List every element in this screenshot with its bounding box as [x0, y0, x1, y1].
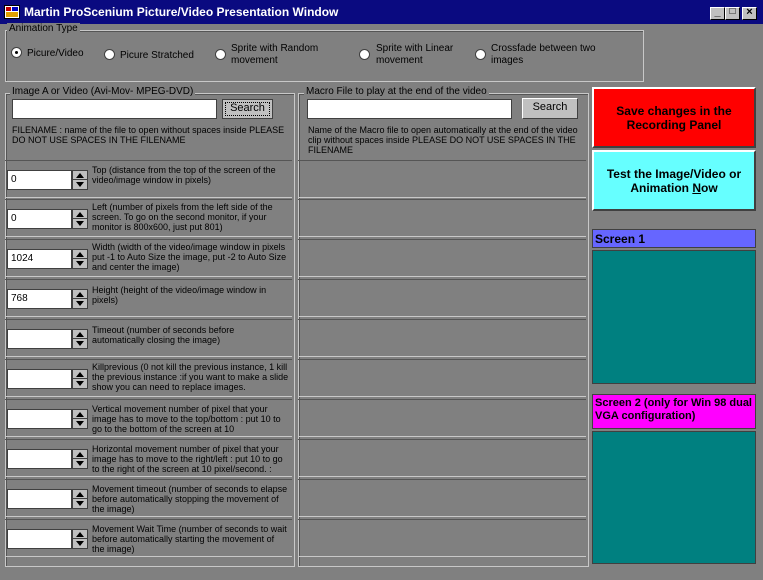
- test-now-button[interactable]: [592, 150, 756, 211]
- field-row-movement-wait: [5, 519, 292, 557]
- vertical-spinner[interactable]: [72, 409, 88, 429]
- top-spinner[interactable]: [72, 170, 88, 190]
- screen1-title: Screen 1: [595, 232, 646, 246]
- macro-search-button[interactable]: Search: [522, 98, 578, 119]
- spin-up-icon: [76, 173, 84, 178]
- close-button[interactable]: [742, 7, 757, 20]
- movement-timeout-input[interactable]: [7, 489, 72, 509]
- save-changes-button[interactable]: [592, 87, 756, 148]
- vertical-input[interactable]: [7, 409, 72, 429]
- movement-wait-spinner[interactable]: [72, 529, 88, 549]
- movement-timeout-spinner[interactable]: [72, 489, 88, 509]
- spin-down-icon: [76, 341, 84, 346]
- spin-up-icon: [76, 372, 84, 377]
- image-a-note: FILENAME : name of the file to open without spaces inside PLEASE DO NOT USE SPACES IN THE FILENAME: [12, 125, 285, 145]
- image-a-filename-input[interactable]: [12, 99, 217, 119]
- macro-row: [298, 199, 586, 237]
- spin-down-icon: [76, 501, 84, 506]
- spin-up-icon: [76, 252, 84, 257]
- field-row-movement-timeout: [5, 479, 292, 517]
- spin-up-icon: [76, 452, 84, 457]
- window-title: Martin ProScenium Picture/Video Presentation Window: [24, 5, 339, 19]
- screen2-header: [592, 394, 756, 429]
- field-row-width: [5, 239, 292, 277]
- spin-down-icon: [76, 301, 84, 306]
- killprevious-spinner[interactable]: [72, 369, 88, 389]
- movement-wait-desc: Movement Wait Time (number of seconds to wait before automatically starting the movement of the image): [92, 524, 287, 554]
- left-desc: Left (number of pixels from the left side of the screen. To go on the second monitor, if your monitor is 800x600, just put 801): [92, 202, 273, 232]
- radio-crossfade-label[interactable]: Crossfade between two images: [491, 43, 596, 66]
- movement-timeout-desc: Movement timeout (number of seconds to elapse before automatically stopping the movement of the image): [92, 484, 288, 514]
- save-changes-label: Save changes in the Recording Panel: [616, 104, 732, 132]
- width-spinner[interactable]: [72, 249, 88, 269]
- image-a-legend: Image A or Video (Avi-Mov- MPEG-DVD): [12, 86, 194, 97]
- timeout-desc: Timeout (number of seconds before automatically closing the image): [92, 325, 235, 345]
- macro-row: [298, 359, 586, 397]
- macro-row: [298, 439, 586, 477]
- radio-sprite-random-label[interactable]: Sprite with Random movement: [231, 43, 319, 66]
- radio-sprite-linear-label[interactable]: Sprite with Linear movement: [376, 43, 454, 66]
- killprevious-desc: Killprevious (0 not kill the previous instance, 1 kill the previous instance :if you want to make a slide show you can need to replace images.: [92, 362, 289, 392]
- app-icon[interactable]: [4, 5, 20, 19]
- spin-down-icon: [76, 461, 84, 466]
- spin-up-icon: [76, 492, 84, 497]
- macro-row: [298, 519, 586, 557]
- minimize-icon: _: [714, 6, 721, 18]
- timeout-spinner[interactable]: [72, 329, 88, 349]
- spin-down-icon: [76, 261, 84, 266]
- field-row-vertical: [5, 399, 292, 437]
- spin-down-icon: [76, 182, 84, 187]
- spin-up-icon: [76, 332, 84, 337]
- test-now-label-pre: Animation: [630, 181, 693, 195]
- maximize-button[interactable]: [725, 7, 740, 20]
- spin-down-icon: [76, 421, 84, 426]
- macro-filename-input[interactable]: [307, 99, 512, 119]
- screen2-title: Screen 2 (only for Win 98 dual VGA configuration): [595, 397, 752, 422]
- left-input[interactable]: 0: [7, 209, 72, 229]
- top-desc: Top (distance from the top of the screen of the video/image window in pixels): [92, 165, 276, 185]
- radio-picture-stretched[interactable]: [104, 49, 115, 60]
- screen1-header: [592, 229, 756, 248]
- horizontal-desc: Horizontal movement number of pixel that your image has to move to the right/left : put 10 to go to the right of the screen at 10 pixel/second. :: [92, 444, 283, 474]
- left-spinner[interactable]: [72, 209, 88, 229]
- spin-down-icon: [76, 221, 84, 226]
- height-desc: Height (height of the video/image window in pixels): [92, 285, 267, 305]
- height-input[interactable]: 768: [7, 289, 72, 309]
- field-row-height: [5, 279, 292, 317]
- field-row-left: [5, 199, 292, 237]
- radio-sprite-linear[interactable]: [359, 49, 370, 60]
- test-now-label-line1: Test the Image/Video or: [606, 167, 742, 181]
- field-row-horizontal: [5, 439, 292, 477]
- close-icon: ×: [746, 6, 753, 18]
- screen2-area[interactable]: [592, 431, 756, 564]
- test-now-hotkey: N: [692, 181, 701, 195]
- horizontal-spinner[interactable]: [72, 449, 88, 469]
- height-spinner[interactable]: [72, 289, 88, 309]
- horizontal-input[interactable]: [7, 449, 72, 469]
- spin-down-icon: [76, 381, 84, 386]
- field-row-top: [5, 160, 292, 198]
- timeout-input[interactable]: [7, 329, 72, 349]
- radio-picture-stretched-label[interactable]: Picure Stratched: [120, 50, 194, 61]
- field-row-timeout: [5, 319, 292, 357]
- radio-picture-video-label[interactable]: Picure/Video: [27, 48, 84, 59]
- macro-row: [298, 399, 586, 437]
- radio-picture-video[interactable]: [11, 47, 22, 58]
- radio-sprite-random[interactable]: [215, 49, 226, 60]
- macro-row: [298, 239, 586, 277]
- minimize-button[interactable]: [710, 7, 725, 20]
- spin-down-icon: [76, 541, 84, 546]
- macro-row: [298, 479, 586, 517]
- spin-up-icon: [76, 212, 84, 217]
- killprevious-input[interactable]: [7, 369, 72, 389]
- vertical-desc: Vertical movement number of pixel that your image has to move to the top/bottom : put 10 to go to the bottom of the screen at 10: [92, 404, 281, 434]
- animation-type-legend: Animation Type: [9, 23, 78, 34]
- spin-up-icon: [76, 412, 84, 417]
- image-a-search-button[interactable]: Search: [222, 99, 273, 119]
- macro-row: [298, 279, 586, 317]
- macro-row: [298, 160, 586, 198]
- radio-crossfade[interactable]: [475, 49, 486, 60]
- macro-legend: Macro File to play at the end of the video: [306, 86, 487, 97]
- macro-note: Name of the Macro file to open automatically at the end of the video clip without spaces inside PLEASE DO NOT USE SPACES IN THE FILENAME: [308, 125, 578, 155]
- spin-up-icon: [76, 292, 84, 297]
- movement-wait-input[interactable]: [7, 529, 72, 549]
- maximize-icon: □: [729, 6, 736, 17]
- width-desc: Width (width of the video/image window in pixels put -1 to Auto Size the image, put -2 to Auto Size and center the image): [92, 242, 287, 272]
- field-row-killprevious: [5, 359, 292, 397]
- screen1-area[interactable]: [592, 250, 756, 384]
- test-now-label-post: ow: [701, 181, 718, 195]
- width-input[interactable]: 1024: [7, 249, 72, 269]
- top-input[interactable]: 0: [7, 170, 72, 190]
- spin-up-icon: [76, 532, 84, 537]
- macro-row: [298, 319, 586, 357]
